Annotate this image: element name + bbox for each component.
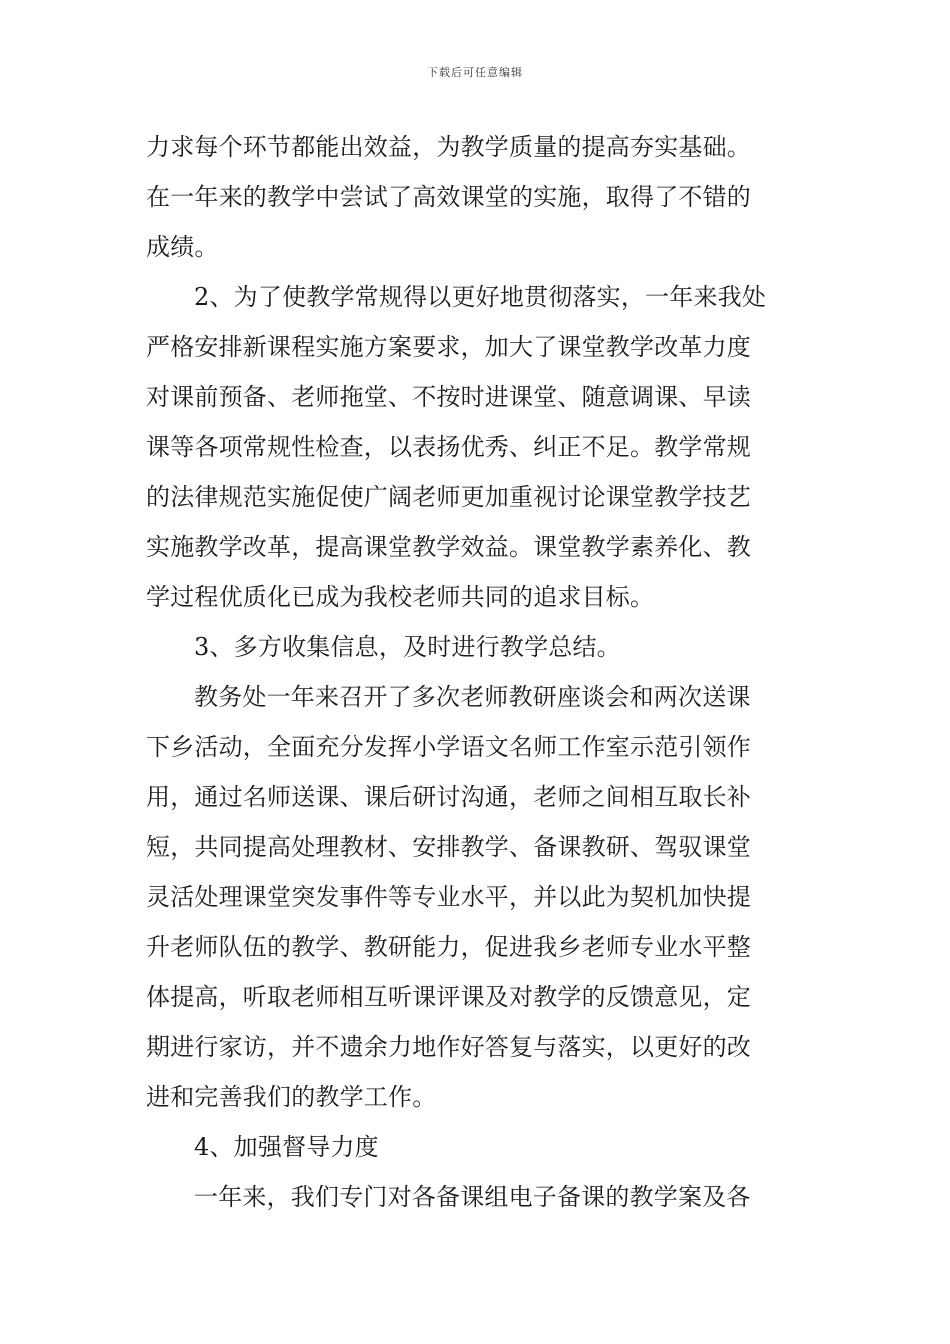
text-line: 3、多方收集信息，及时进行教学总结。 bbox=[194, 633, 621, 661]
text-line: 课等各项常规性检查，以表扬优秀、纠正不足。教学常规 bbox=[146, 433, 751, 461]
text-line: 用，通过名师送课、课后研讨沟通，老师之间相互取长补 bbox=[146, 783, 751, 811]
text-line: 期进行家访，并不遗余力地作好答复与落实，以更好的改 bbox=[146, 1033, 751, 1061]
text-line: 学过程优质化已成为我校老师共同的追求目标。 bbox=[146, 583, 655, 611]
text-line: 严格安排新课程实施方案要求，加大了课堂教学改革力度 bbox=[146, 333, 751, 361]
text-line: 升老师队伍的教学、教研能力，促进我乡老师专业水平整 bbox=[146, 933, 751, 961]
text-line: 对课前预备、老师拖堂、不按时进课堂、随意调课、早读 bbox=[146, 383, 751, 411]
text-line: 的法律规范实施促使广阔老师更加重视讨论课堂教学技艺 bbox=[146, 483, 751, 511]
text-line: 4、加强督导力度 bbox=[194, 1133, 379, 1161]
text-line: 教务处一年来召开了多次老师教研座谈会和两次送课 bbox=[194, 683, 751, 711]
text-line: 成绩。 bbox=[146, 233, 219, 261]
page-header: 下载后可任意编辑 bbox=[427, 66, 523, 79]
text-line: 下乡活动，全面充分发挥小学语文名师工作室示范引领作 bbox=[146, 733, 751, 761]
text-line: 2、为了使教学常规得以更好地贯彻落实，一年来我处 bbox=[194, 283, 767, 311]
text-line: 短，共同提高处理教材、安排教学、备课教研、驾驭课堂 bbox=[146, 833, 751, 861]
text-line: 灵活处理课堂突发事件等专业水平，并以此为契机加快提 bbox=[146, 883, 751, 911]
text-line: 进和完善我们的教学工作。 bbox=[146, 1083, 437, 1111]
text-line: 体提高，听取老师相互听课评课及对教学的反馈意见，定 bbox=[146, 983, 751, 1011]
text-line: 力求每个环节都能出效益，为教学质量的提高夯实基础。 bbox=[146, 133, 751, 161]
text-line: 在一年来的教学中尝试了高效课堂的实施，取得了不错的 bbox=[146, 183, 751, 211]
text-line: 一年来，我们专门对各备课组电子备课的教学案及各 bbox=[194, 1183, 751, 1211]
text-line: 实施教学改革，提高课堂教学效益。课堂教学素养化、教 bbox=[146, 533, 751, 561]
document-body bbox=[146, 122, 808, 1222]
